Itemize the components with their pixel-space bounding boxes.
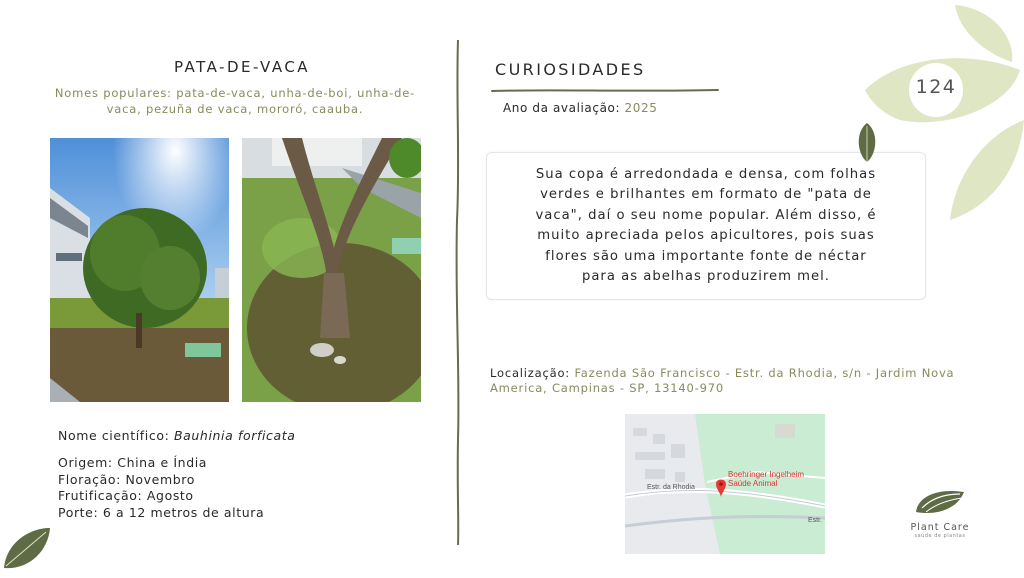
plant-title: PATA-DE-VACA xyxy=(173,58,311,76)
size: Porte: 6 a 12 metros de altura xyxy=(58,504,265,520)
location-value: Fazenda São Francisco - Estr. da Rhodia, s/n - Jardim Nova America, Campinas - SP, 13140-970 xyxy=(490,366,955,395)
logo-name: Plant Care xyxy=(910,522,970,533)
flowering: Floração: Novembro xyxy=(58,471,195,487)
logo-tagline: saúde de plantas xyxy=(914,533,966,539)
fruiting: Frutificação: Agosto xyxy=(58,488,194,503)
decorative-leaves xyxy=(860,0,1024,230)
scientific-name xyxy=(58,428,296,443)
scientific-name-label: Nome científico: xyxy=(58,428,170,443)
scientific-name-value: Bauhinia forficata xyxy=(173,428,296,443)
popular-names: Nomes populares: pata-de-vaca, unha-de-boi, unha-de-vaca, pezuña de vaca, mororó, caauba. xyxy=(54,86,416,116)
tree-photo-full xyxy=(50,138,229,402)
map-place-label: Boehringer Ingelheim Saúde Animal xyxy=(728,470,805,488)
map-road-label: Estr. da Rhodia xyxy=(647,484,695,491)
curiosities-title: CURIOSIDADES xyxy=(495,60,646,79)
title-underline xyxy=(490,80,720,88)
location-label: Localização: xyxy=(490,366,570,380)
plant-care-logo xyxy=(900,486,980,542)
year-label: Ano da avaliação: xyxy=(503,101,621,115)
evaluation-year xyxy=(503,101,658,115)
origin: Origem: China e Índia xyxy=(58,455,208,470)
location xyxy=(490,366,990,396)
tree-trunk-photo xyxy=(242,138,421,402)
map-road-label-2: Estr. xyxy=(808,517,823,524)
leaf-icon xyxy=(855,122,879,164)
page-number: 124 xyxy=(915,76,957,98)
curiosity-text: Sua copa é arredondada e densa, com folhas verdes e brilhantes em formato de "pata de vaca", daí o seu nome popular. Além disso, é muito apreciada pelos apicultores, pois suas flores são uma importante fonte de néctar para as abelhas produzirem mel. xyxy=(535,166,877,284)
corner-leaf-icon xyxy=(0,524,54,574)
plant-facts xyxy=(58,455,264,521)
location-map[interactable] xyxy=(625,414,825,554)
column-divider xyxy=(452,40,464,545)
logo-leaf-icon xyxy=(912,486,968,518)
year-value: 2025 xyxy=(624,101,658,115)
